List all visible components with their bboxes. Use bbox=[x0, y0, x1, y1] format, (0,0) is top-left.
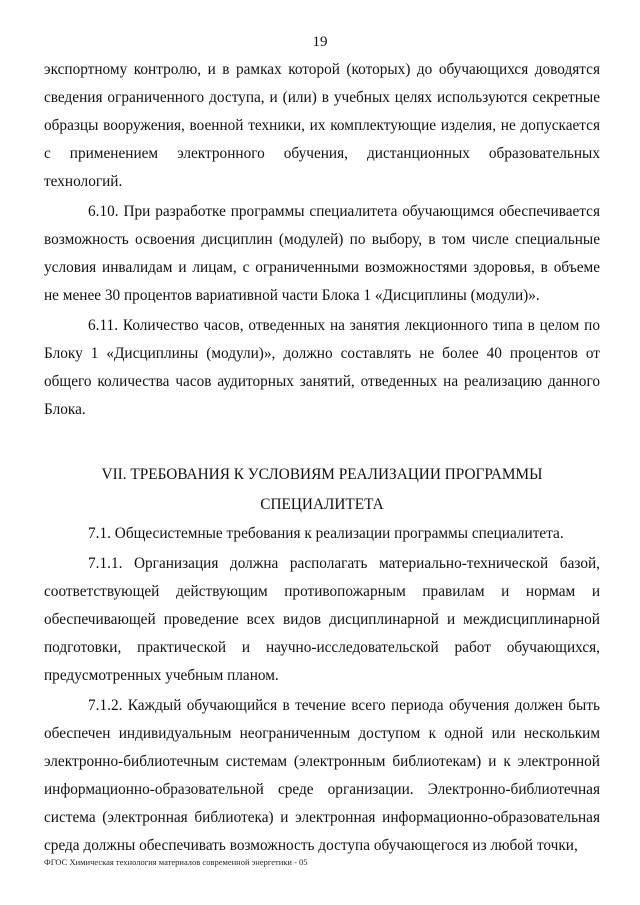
paragraph-7-1: 7.1. Общесистемные требования к реализации программы специалитета. bbox=[88, 525, 564, 542]
paragraph-6-10: 6.10. При разработке программы специалитета обучающимся обеспечивается возможность освоения дисциплин (модулей) по выбору, в том числе специальные условия инвалидам и лицам, с ограниченными возможностями здоровья, в объеме не менее 30 процентов вариативной части Блока 1 «Дисциплины (модули)». bbox=[44, 203, 600, 304]
paragraph-continued: экспортному контролю, и в рамках которой (которых) до обучающихся доводятся сведения ограниченного доступа, и (или) в учебных целях используются секретные образцы вооружения, военной техники, их комплектующие изделия, не допускается с применением электронного обучения, дистанционных образовательных технологий. bbox=[44, 61, 600, 190]
section-heading-line2: СПЕЦИАЛИТЕТА bbox=[260, 496, 384, 513]
page-number: 19 bbox=[312, 34, 328, 50]
section-heading bbox=[44, 460, 600, 520]
paragraph-6-11: 6.11. Количество часов, отведенных на занятия лекционного типа в целом по Блоку 1 «Дисциплины (модули)», должно составлять не более 40 процентов от общего количества часов аудиторных занятий, отведенных на реализацию данного Блока. bbox=[44, 317, 600, 418]
page-body bbox=[44, 56, 600, 860]
section-heading-line1: VII. ТРЕБОВАНИЯ К УСЛОВИЯМ РЕАЛИЗАЦИИ ПРОГРАММЫ bbox=[101, 466, 543, 483]
page-footer: ФГОС Химическая технология материалов современной энергетики - 05 bbox=[44, 857, 308, 867]
paragraph-7-1-2: 7.1.2. Каждый обучающийся в течение всего периода обучения должен быть обеспечен индивидуальным неограниченным доступом к одной или нескольким электронно-библиотечным системам (электронным библиотекам) и к электронной информационно-образовательной среде организации. Электронно-библиотечная система (электронная библиотека) и электронная информационно-образовательная среда должны обеспечивать возможность доступа обучающегося из любой точки, bbox=[44, 697, 600, 854]
paragraph-7-1-1: 7.1.1. Организация должна располагать материально-технической базой, соответствующей действующим противопожарным правилам и нормам и обеспечивающей проведение всех видов дисциплинарной и междисциплинарной подготовки, практической и научно-исследовательской работ обучающихся, предусмотренных учебным планом. bbox=[44, 555, 600, 684]
